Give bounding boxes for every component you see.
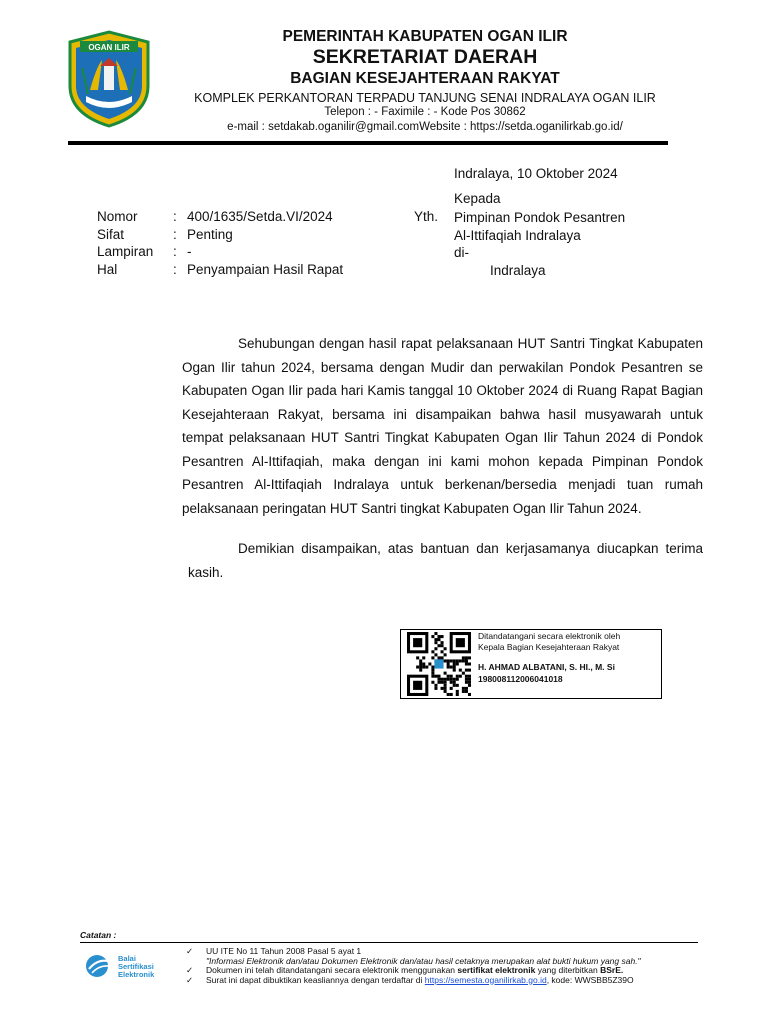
signatory-nip: 198008112006041018 — [478, 674, 563, 684]
meta-value: Penting — [187, 226, 233, 242]
meta-sep: : — [173, 209, 177, 224]
note-verify — [186, 976, 641, 986]
meta-row-hal — [97, 262, 343, 280]
note-text: UU ITE No 11 Tahun 2008 Pasal 5 ayat 1 — [206, 946, 362, 956]
signature-caption-1: Ditandatangani secara elektronik oleh — [478, 631, 621, 641]
note-text: Dokumen ini telah ditandatangani secara elektronik menggunakan — [206, 965, 458, 975]
qr-code-icon — [404, 632, 474, 696]
header-address: KOMPLEK PERKANTORAN TERPADU TANJUNG SENAI INDRALAYA OGAN ILIR — [194, 91, 656, 105]
recipient-city: Indralaya — [490, 262, 546, 278]
meta-value: 400/1635/Setda.VI/2024 — [187, 209, 333, 224]
meta-sep: : — [173, 261, 177, 277]
footer-divider — [80, 942, 698, 943]
logo-banner-text: OGAN ILIR — [88, 43, 130, 52]
meta-key: Lampiran — [97, 244, 154, 259]
meta-row-nomor — [97, 209, 343, 227]
check-icon: ✓ — [186, 974, 194, 985]
check-icon: ✓ — [186, 965, 194, 975]
verification-link[interactable]: https://semesta.oganilirkab.go.id — [424, 974, 547, 985]
bsre-line: Sertifikasi — [118, 962, 154, 971]
signatory-name: H. AHMAD ALBATANI, S. HI., M. Si — [478, 662, 615, 672]
recipient-yth: Yth. — [414, 209, 439, 224]
header-government: PEMERINTAH KABUPATEN OGAN ILIR — [282, 28, 568, 45]
recipient-block — [454, 209, 625, 279]
bsre-logo-text — [118, 955, 154, 979]
ogan-ilir-crest-icon — [66, 28, 152, 128]
check-icon: ✓ — [186, 946, 194, 956]
footer-notes — [186, 947, 641, 985]
header-contact: Telepon : - Faximile : - Kode Pos 30862 — [324, 106, 526, 118]
letter-body — [182, 332, 703, 520]
meta-value: - — [187, 244, 192, 259]
note-quote: "Informasi Elektronik dan/atau Dokumen Elektronik dan/atau hasil cetaknya merupakan alat bukti hukum yang sah." — [206, 955, 641, 966]
note-text: , kode: WWSBB5Z39O — [546, 974, 634, 985]
note-bold: BSrE. — [600, 965, 624, 975]
meta-sep: : — [173, 226, 177, 242]
recipient-line: Al-Ittifaqiah Indralaya — [454, 227, 581, 243]
meta-key: Nomor — [97, 209, 138, 224]
bsre-line: Elektronik — [118, 970, 155, 979]
recipient-kepada: Kepada — [454, 191, 501, 206]
header-secretariat: SEKRETARIAT DAERAH — [312, 46, 538, 68]
meta-key: Sifat — [97, 226, 125, 242]
bsre-line: Balai — [118, 954, 136, 963]
recipient-line: di- — [454, 245, 470, 260]
meta-sep: : — [173, 244, 177, 259]
note-bold: sertifikat elektronik — [457, 965, 536, 975]
footer-catatan: Catatan : — [80, 930, 117, 940]
letter-date: Indralaya, 10 Oktober 2024 — [454, 166, 618, 181]
header-division: BAGIAN KESEJAHTERAAN RAKYAT — [290, 70, 560, 87]
meta-key: Hal — [97, 261, 118, 277]
header-divider — [68, 141, 668, 145]
recipient-line: Pimpinan Pondok Pesantren — [454, 210, 626, 225]
meta-value: Penyampaian Hasil Rapat — [187, 261, 344, 277]
meta-row-lampiran — [97, 244, 343, 262]
header-web: e-mail : setdakab.oganilir@gmail.comWebsite : https://setda.oganilirkab.go.id/ — [227, 121, 623, 133]
note-text: yang diterbitkan — [535, 965, 601, 975]
body-paragraph: Sehubungan dengan hasil rapat pelaksanaan HUT Santri Tingkat Kabupaten Ogan Ilir tahun 2024, bersama dengan Mudir dan perwakilan Pondok Pesantren se Kabupaten Ogan Ilir pada hari Kamis tanggal 10 Oktober 2024 di Ruang Rapat Bagian Kesejahteraan Rakyat, bersama ini disampaikan bahwa hasil musyawarah untuk tempat pelaksanaan HUT Santri Tingkat Kabupaten Ogan Ilir Tahun 2024 di Pondok Pesantren Al-Ittifaqiah, maka dengan ini kami mohon kepada Pimpinan Pondok Pesantren Al-Ittifaqiah Indralaya untuk berkenan/bersedia menjadi tuan rumah pelaksanaan peringatan HUT Santri tingkat Kabupaten Ogan Ilir Tahun 2024. — [182, 336, 703, 516]
letter-meta-table — [97, 209, 343, 279]
bsre-logo-icon — [84, 953, 114, 979]
letter-closing — [188, 537, 703, 584]
closing-paragraph: Demikian disampaikan, atas bantuan dan kerjasamanya diucapkan terima kasih. — [188, 541, 703, 580]
signature-caption-2: Kepala Bagian Kesejahteraan Rakyat — [478, 642, 620, 652]
note-text: Surat ini dapat dibuktikan keasliannya dengan terdaftar di — [206, 974, 425, 985]
meta-row-sifat — [97, 227, 343, 245]
